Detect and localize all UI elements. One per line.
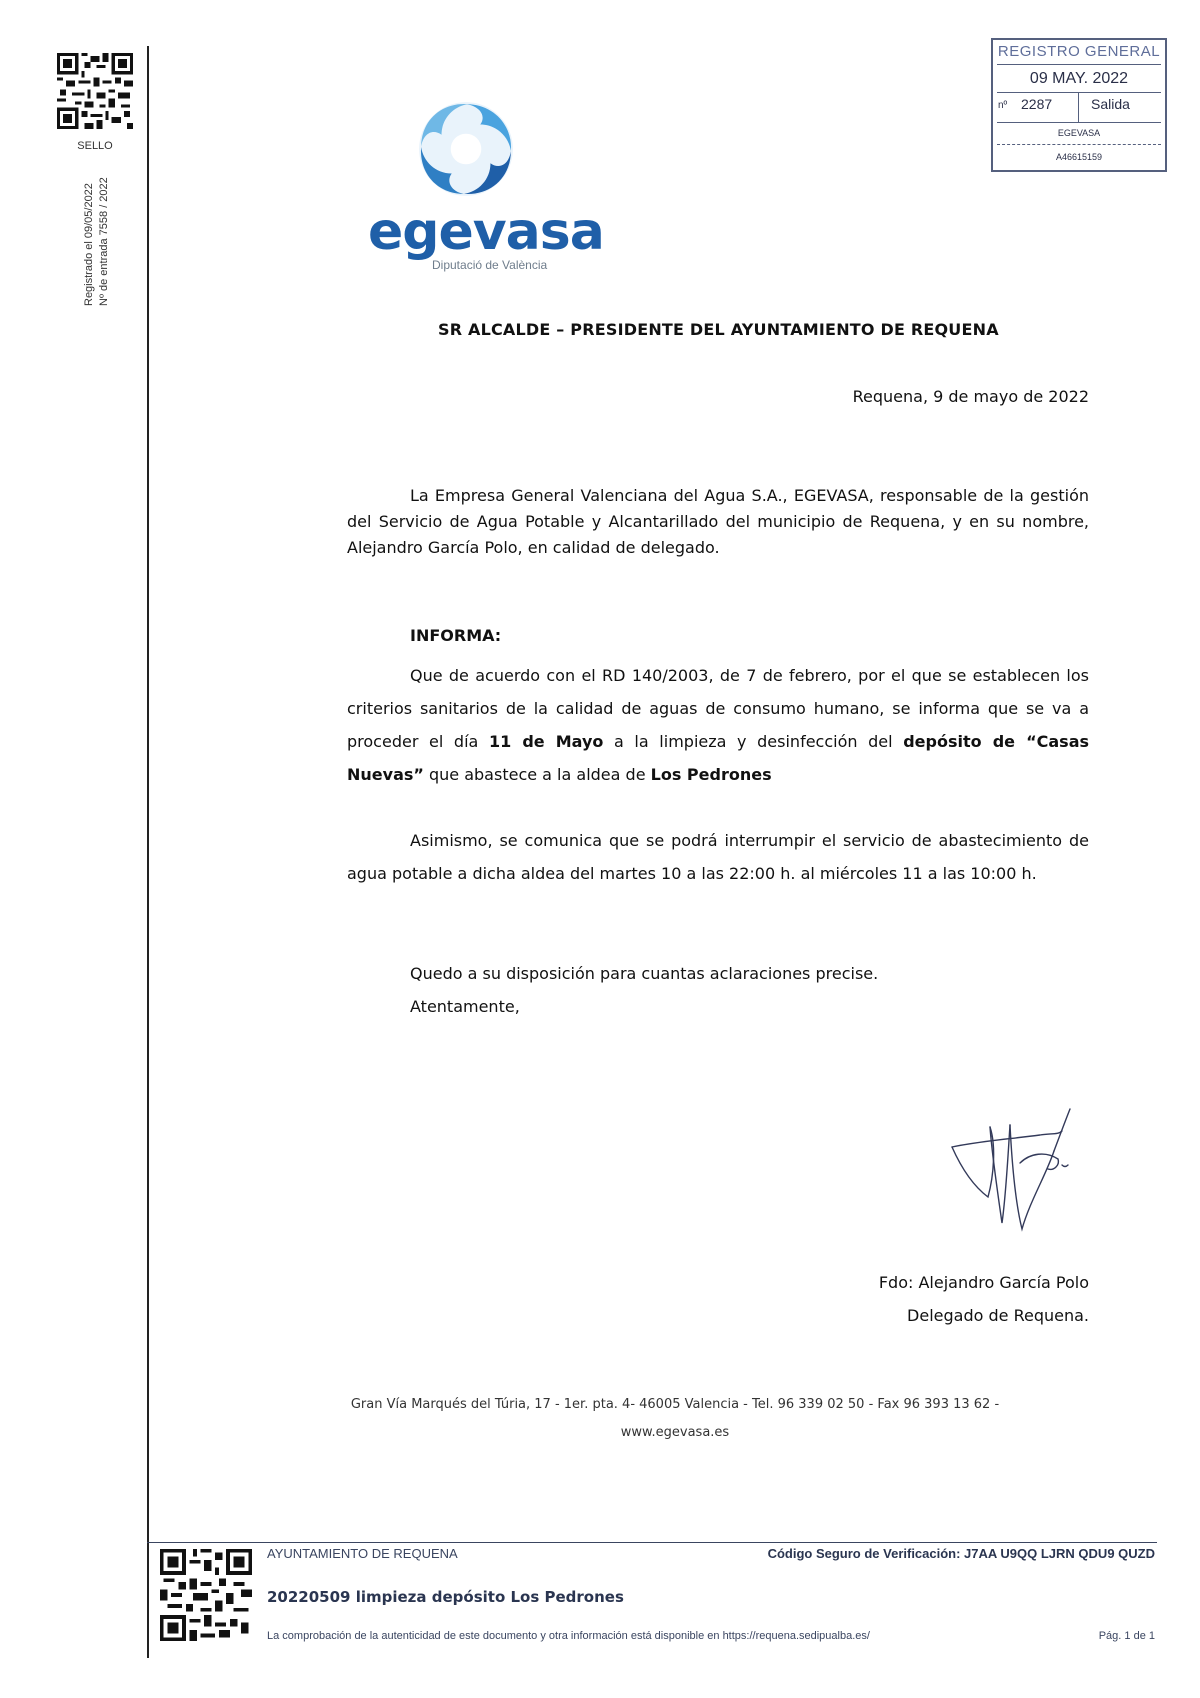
handwritten-signature [950,1105,1090,1235]
stamp-title: REGISTRO GENERAL [997,43,1161,60]
registration-date: Registrado el 09/05/2022 [83,183,95,306]
document-title: 20220509 limpieza depósito Los Pedrones [267,1588,624,1606]
place-date: Requena, 9 de mayo de 2022 [852,387,1089,406]
registry-stamp [991,38,1167,172]
notice-deposit: depósito de “Casas Nuevas” [347,732,1090,784]
stamp-company: EGEVASA [1057,128,1101,138]
notice-village: Los Pedrones [650,765,772,784]
company-address: Gran Vía Marqués del Túria, 17 - 1er. pta. 4- 46005 Valencia - Tel. 96 339 02 50 - Fax 96 393 13 62 - [350,1397,1000,1412]
informa-label: INFORMA: [410,626,502,645]
logo-subtitle: Diputació de València [432,258,548,272]
egevasa-logo-icon [415,98,517,200]
stamp-date: 09 MAY. 2022 [1029,70,1129,87]
verification-qr-code [160,1549,252,1641]
intro-paragraph: La Empresa General Valenciana del Agua S.A., EGEVASA, responsable de la gestión del Servicio de Agua Potable y Alcantarillado del municipio de Requena, y en su nombre, Alejandro García Polo, en calidad de delegado. [347,486,1089,557]
letter-heading: SR ALCALDE – PRESIDENTE DEL AYUNTAMIENTO DE REQUENA [438,320,999,339]
stamp-divider [997,64,1161,65]
notice-text-2: a la limpieza y desinfección del [603,732,904,751]
notice-text-1: Que de acuerdo con el RD 140/2003, de 7 de febrero, por el que se establecen los criterios sanitarios de la calidad de aguas de consumo humano, se informa que se va a proceder el día [347,666,1089,751]
closing [410,957,878,1023]
margin-rule [147,46,149,1658]
verification-code: Código Seguro de Verificación: J7AA U9QQ LJRN QDU9 QUZD [767,1546,1155,1561]
company-website[interactable]: www.egevasa.es [620,1425,730,1440]
stamp-number: 2287 [1021,96,1053,112]
entry-number: Nº de entrada 7558 / 2022 [98,177,110,306]
stamp-divider [997,144,1161,145]
verification-divider [147,1542,1157,1543]
signer-role: Delegado de Requena. [907,1306,1089,1325]
authenticity-note: La comprobación de la autenticidad de este documento y otra información está disponible en https://requena.sedipualba.es/ [267,1630,870,1642]
registration-note [82,177,112,306]
notice-paragraph [347,659,1089,791]
closing-salutation: Atentamente, [410,997,520,1016]
closing-line: Quedo a su disposición para cuantas aclaraciones precise. [410,964,879,983]
stamp-separator [1078,92,1079,122]
interruption-paragraph: Asimismo, se comunica que se podrá interrumpir el servicio de abastecimiento de agua potable a dicha aldea del martes 10 a las 22:00 h. al miércoles 11 a las 10:00 h. [347,831,1089,883]
signer-name: Fdo: Alejandro García Polo [878,1273,1089,1292]
verification-organization: AYUNTAMIENTO DE REQUENA [267,1546,458,1561]
stamp-divider [997,122,1161,123]
stamp-divider [997,92,1161,93]
notice-date: 11 de Mayo [488,732,604,751]
page-number: Pág. 1 de 1 [1098,1630,1155,1642]
seal-label: SELLO [77,140,113,152]
stamp-code: A46615159 [1055,152,1103,162]
stamp-type: Salida [1091,96,1130,112]
logo-wordmark: egevasa [368,202,604,262]
notice-text-3: que abastece a la aldea de [423,765,651,784]
stamp-number-prefix: nº [998,100,1008,111]
qr-code-seal [57,53,133,129]
